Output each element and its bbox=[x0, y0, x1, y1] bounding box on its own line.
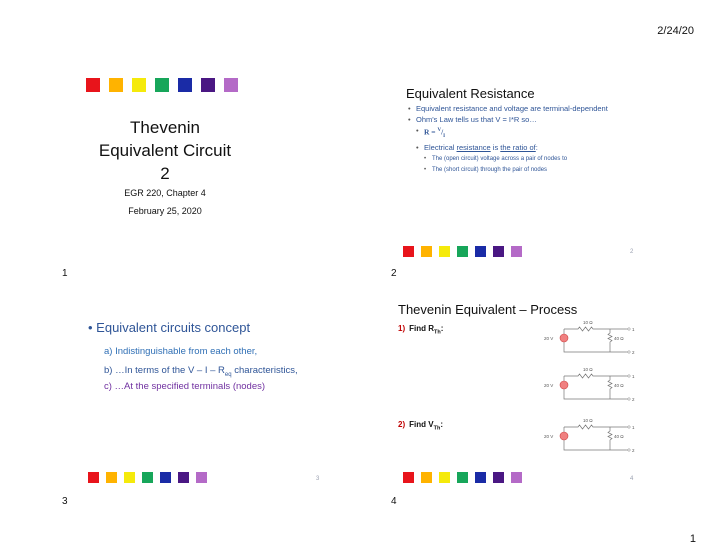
swatch-green bbox=[155, 78, 169, 92]
swatch-red bbox=[403, 246, 414, 257]
label-source: 20 V bbox=[544, 434, 554, 439]
slide2-title: Equivalent Resistance bbox=[406, 86, 535, 101]
swatch-yellow bbox=[124, 472, 135, 483]
slide2-subbullet-resistance bbox=[416, 143, 638, 153]
resistor-top bbox=[564, 327, 626, 331]
step1-label: Find R bbox=[409, 324, 435, 333]
resistance-post: : bbox=[535, 143, 538, 152]
swatch-purple bbox=[493, 246, 504, 257]
terminal-1 bbox=[628, 426, 630, 428]
item-b-sub: eq bbox=[224, 371, 232, 378]
swatch-purple bbox=[493, 472, 504, 483]
color-swatch-row-slide2 bbox=[403, 246, 522, 257]
slide2-bullets bbox=[408, 104, 638, 176]
terminal-1 bbox=[628, 375, 630, 377]
swatch-green bbox=[457, 246, 468, 257]
slide3-heading: • Equivalent circuits concept bbox=[88, 320, 250, 335]
slide2-tiny-number: 2 bbox=[630, 249, 634, 255]
resistance-mid: is bbox=[490, 143, 501, 152]
swatch-orange bbox=[106, 472, 117, 483]
label-r-side: 40 Ω bbox=[614, 383, 624, 388]
label-node1: 1 bbox=[632, 327, 635, 332]
color-swatch-row-slide4 bbox=[403, 472, 522, 483]
slide-number-2: 2 bbox=[391, 268, 397, 279]
step2-sub: Th bbox=[433, 425, 441, 432]
swatch-purple bbox=[178, 472, 189, 483]
item-b-pre: b) …In terms of the V – I – R bbox=[104, 365, 225, 376]
circuit-diagram-1 bbox=[540, 318, 640, 358]
slide1-title-line2: Equivalent Circuit 2 bbox=[98, 141, 232, 183]
slide-number-4: 4 bbox=[391, 496, 397, 507]
step1-number: 1) bbox=[398, 324, 406, 333]
slide4-tiny-number: 4 bbox=[630, 476, 634, 482]
label-node1: 1 bbox=[632, 425, 635, 430]
label-node2: 2 bbox=[632, 448, 635, 453]
label-r-side: 40 Ω bbox=[614, 434, 624, 439]
page-number: 1 bbox=[689, 533, 696, 545]
step1-sub: Th bbox=[434, 329, 441, 336]
slide2-subsub-1: • The (open circuit) voltage across a pair of nodes to bbox=[424, 154, 638, 164]
swatch-orange bbox=[109, 78, 123, 92]
swatch-lilac bbox=[224, 78, 238, 92]
slide2-formula: • $R = ^V/_I$ bbox=[416, 126, 638, 142]
swatch-lilac bbox=[511, 246, 522, 257]
voltage-source-icon bbox=[560, 334, 568, 342]
voltage-source-icon bbox=[560, 381, 568, 389]
label-source: 20 V bbox=[544, 336, 554, 341]
terminal-2 bbox=[628, 398, 630, 400]
swatch-blue bbox=[178, 78, 192, 92]
swatch-red bbox=[86, 78, 100, 92]
slide1-date: February 25, 2020 bbox=[128, 206, 202, 216]
step1-colon: : bbox=[440, 324, 444, 333]
swatch-red bbox=[88, 472, 99, 483]
slide2-subsub-2: • The (short circuit) through the pair of nodes bbox=[424, 165, 638, 175]
slide4-step-1 bbox=[398, 324, 443, 336]
terminal-1 bbox=[628, 328, 630, 330]
voltage-source-icon bbox=[560, 432, 568, 440]
swatch-yellow bbox=[132, 78, 146, 92]
item-b-post: characteristics, bbox=[231, 365, 298, 376]
slide2-bullet-2: • Ohm's Law tells us that V = I*R so… bbox=[408, 115, 638, 125]
label-r-top: 10 Ω bbox=[583, 320, 593, 325]
header-date: 2/24/20 bbox=[657, 25, 694, 37]
slide3-tiny-number: 3 bbox=[316, 476, 320, 482]
step2-label: Find V bbox=[409, 420, 434, 429]
swatch-green bbox=[457, 472, 468, 483]
formula-i: I bbox=[443, 134, 446, 139]
resistance-pre: Electrical bbox=[424, 143, 457, 152]
swatch-orange bbox=[421, 472, 432, 483]
terminal-2 bbox=[628, 351, 630, 353]
label-node2: 2 bbox=[632, 397, 635, 402]
swatch-lilac bbox=[196, 472, 207, 483]
slide3-item-c: c) …At the specified terminals (nodes) bbox=[104, 381, 266, 392]
formula-r: R = bbox=[424, 127, 438, 137]
step2-number: 2) bbox=[398, 420, 406, 429]
slide3-item-b bbox=[104, 365, 298, 378]
resistance-link: resistance bbox=[456, 143, 491, 152]
slide1-title-line1: Thevenin bbox=[130, 118, 200, 137]
label-r-top: 10 Ω bbox=[583, 418, 593, 423]
formula-v: V bbox=[437, 128, 442, 133]
swatch-yellow bbox=[439, 472, 450, 483]
slide4-step-2 bbox=[398, 420, 443, 432]
label-source: 20 V bbox=[544, 383, 554, 388]
circuit-diagram-2 bbox=[540, 365, 640, 405]
swatch-green bbox=[142, 472, 153, 483]
color-swatch-row bbox=[86, 78, 238, 92]
circuit-diagram-3 bbox=[540, 416, 640, 456]
swatch-blue bbox=[475, 472, 486, 483]
swatch-blue bbox=[475, 246, 486, 257]
step2-colon: : bbox=[440, 420, 443, 429]
swatch-blue bbox=[160, 472, 171, 483]
swatch-purple bbox=[201, 78, 215, 92]
swatch-lilac bbox=[511, 472, 522, 483]
slide1-title bbox=[95, 116, 235, 185]
swatch-orange bbox=[421, 246, 432, 257]
slide3-item-a: a) Indistinguishable from each other, bbox=[104, 346, 258, 357]
slide4-title: Thevenin Equivalent – Process bbox=[398, 302, 578, 317]
resistor-side bbox=[608, 329, 612, 352]
swatch-red bbox=[403, 472, 414, 483]
terminal-2 bbox=[628, 449, 630, 451]
slide-number-3: 3 bbox=[62, 496, 68, 507]
slide1-course: EGR 220, Chapter 4 bbox=[124, 188, 206, 198]
label-r-side: 40 Ω bbox=[614, 336, 624, 341]
label-node1: 1 bbox=[632, 374, 635, 379]
slide-number-1: 1 bbox=[62, 268, 68, 279]
swatch-yellow bbox=[439, 246, 450, 257]
label-r-top: 10 Ω bbox=[583, 367, 593, 372]
slide2-bullet-1: • Equivalent resistance and voltage are terminal-dependent bbox=[408, 104, 638, 114]
ratio-link: the ratio of bbox=[500, 143, 536, 152]
color-swatch-row-slide3 bbox=[88, 472, 207, 483]
slide1-subtitle bbox=[95, 184, 235, 220]
label-node2: 2 bbox=[632, 350, 635, 355]
